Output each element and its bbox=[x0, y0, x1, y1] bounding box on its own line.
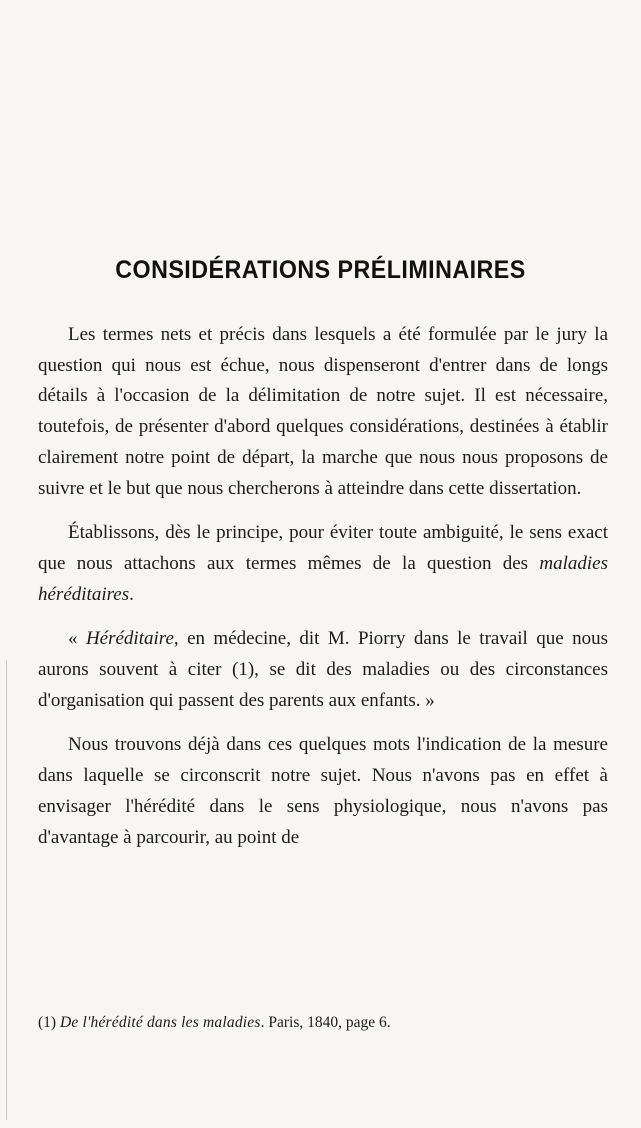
footnote-reference: . Paris, 1840, page 6. bbox=[260, 1014, 391, 1031]
scan-edge-line bbox=[6, 660, 7, 1120]
footnote bbox=[38, 1013, 608, 1033]
paragraph-1: Les termes nets et précis dans lesquels a été formulée par le jury la question qui nous est échue, nous dispenseront d'entrer dans de longs détails à l'occasion de la délimitation de notre sujet. Il est nécessaire, toutefois, de présenter d'abord quelques considérations, destinées à établir clairement notre point de départ, la marche que nous nous proposons de suivre et le but que nous chercherons à atteindre dans cette dissertation. bbox=[38, 324, 608, 499]
quote-italic-term: Héréditaire bbox=[85, 628, 174, 650]
paragraph-2-italic: maladies héréditaires bbox=[38, 552, 608, 605]
paragraph-2 bbox=[38, 518, 608, 610]
body-text bbox=[38, 320, 608, 853]
paragraph-4: Nous trouvons déjà dans ces quelques mots l'indication de la mesure dans laquelle se circonscrit notre sujet. Nous n'avons pas en effet à envisager l'hérédité dans le sens physiologique, nous n'avons pas d'avantage à parcourir, au point de bbox=[38, 734, 608, 848]
quote-text: , en médecine, dit M. Piorry dans le travail que nous aurons souvent à citer (1), se dit des maladies ou des circonstances d'organisation qui passent des parents aux enfants. » bbox=[38, 628, 609, 711]
page-heading: CONSIDÉRATIONS PRÉLIMINAIRES bbox=[115, 256, 526, 284]
quote-open: « bbox=[68, 628, 86, 650]
paragraph-2-text: Établissons, dès le principe, pour éviter toute ambiguité, le sens exact que nous attachons aux termes mêmes de la question des bbox=[38, 522, 608, 574]
footnote-marker: (1) bbox=[38, 1014, 57, 1031]
paragraph-2-end: . bbox=[129, 583, 134, 605]
paragraph-3-quote bbox=[38, 624, 608, 716]
footnote-title: De l'hérédité dans les maladies bbox=[59, 1014, 261, 1031]
